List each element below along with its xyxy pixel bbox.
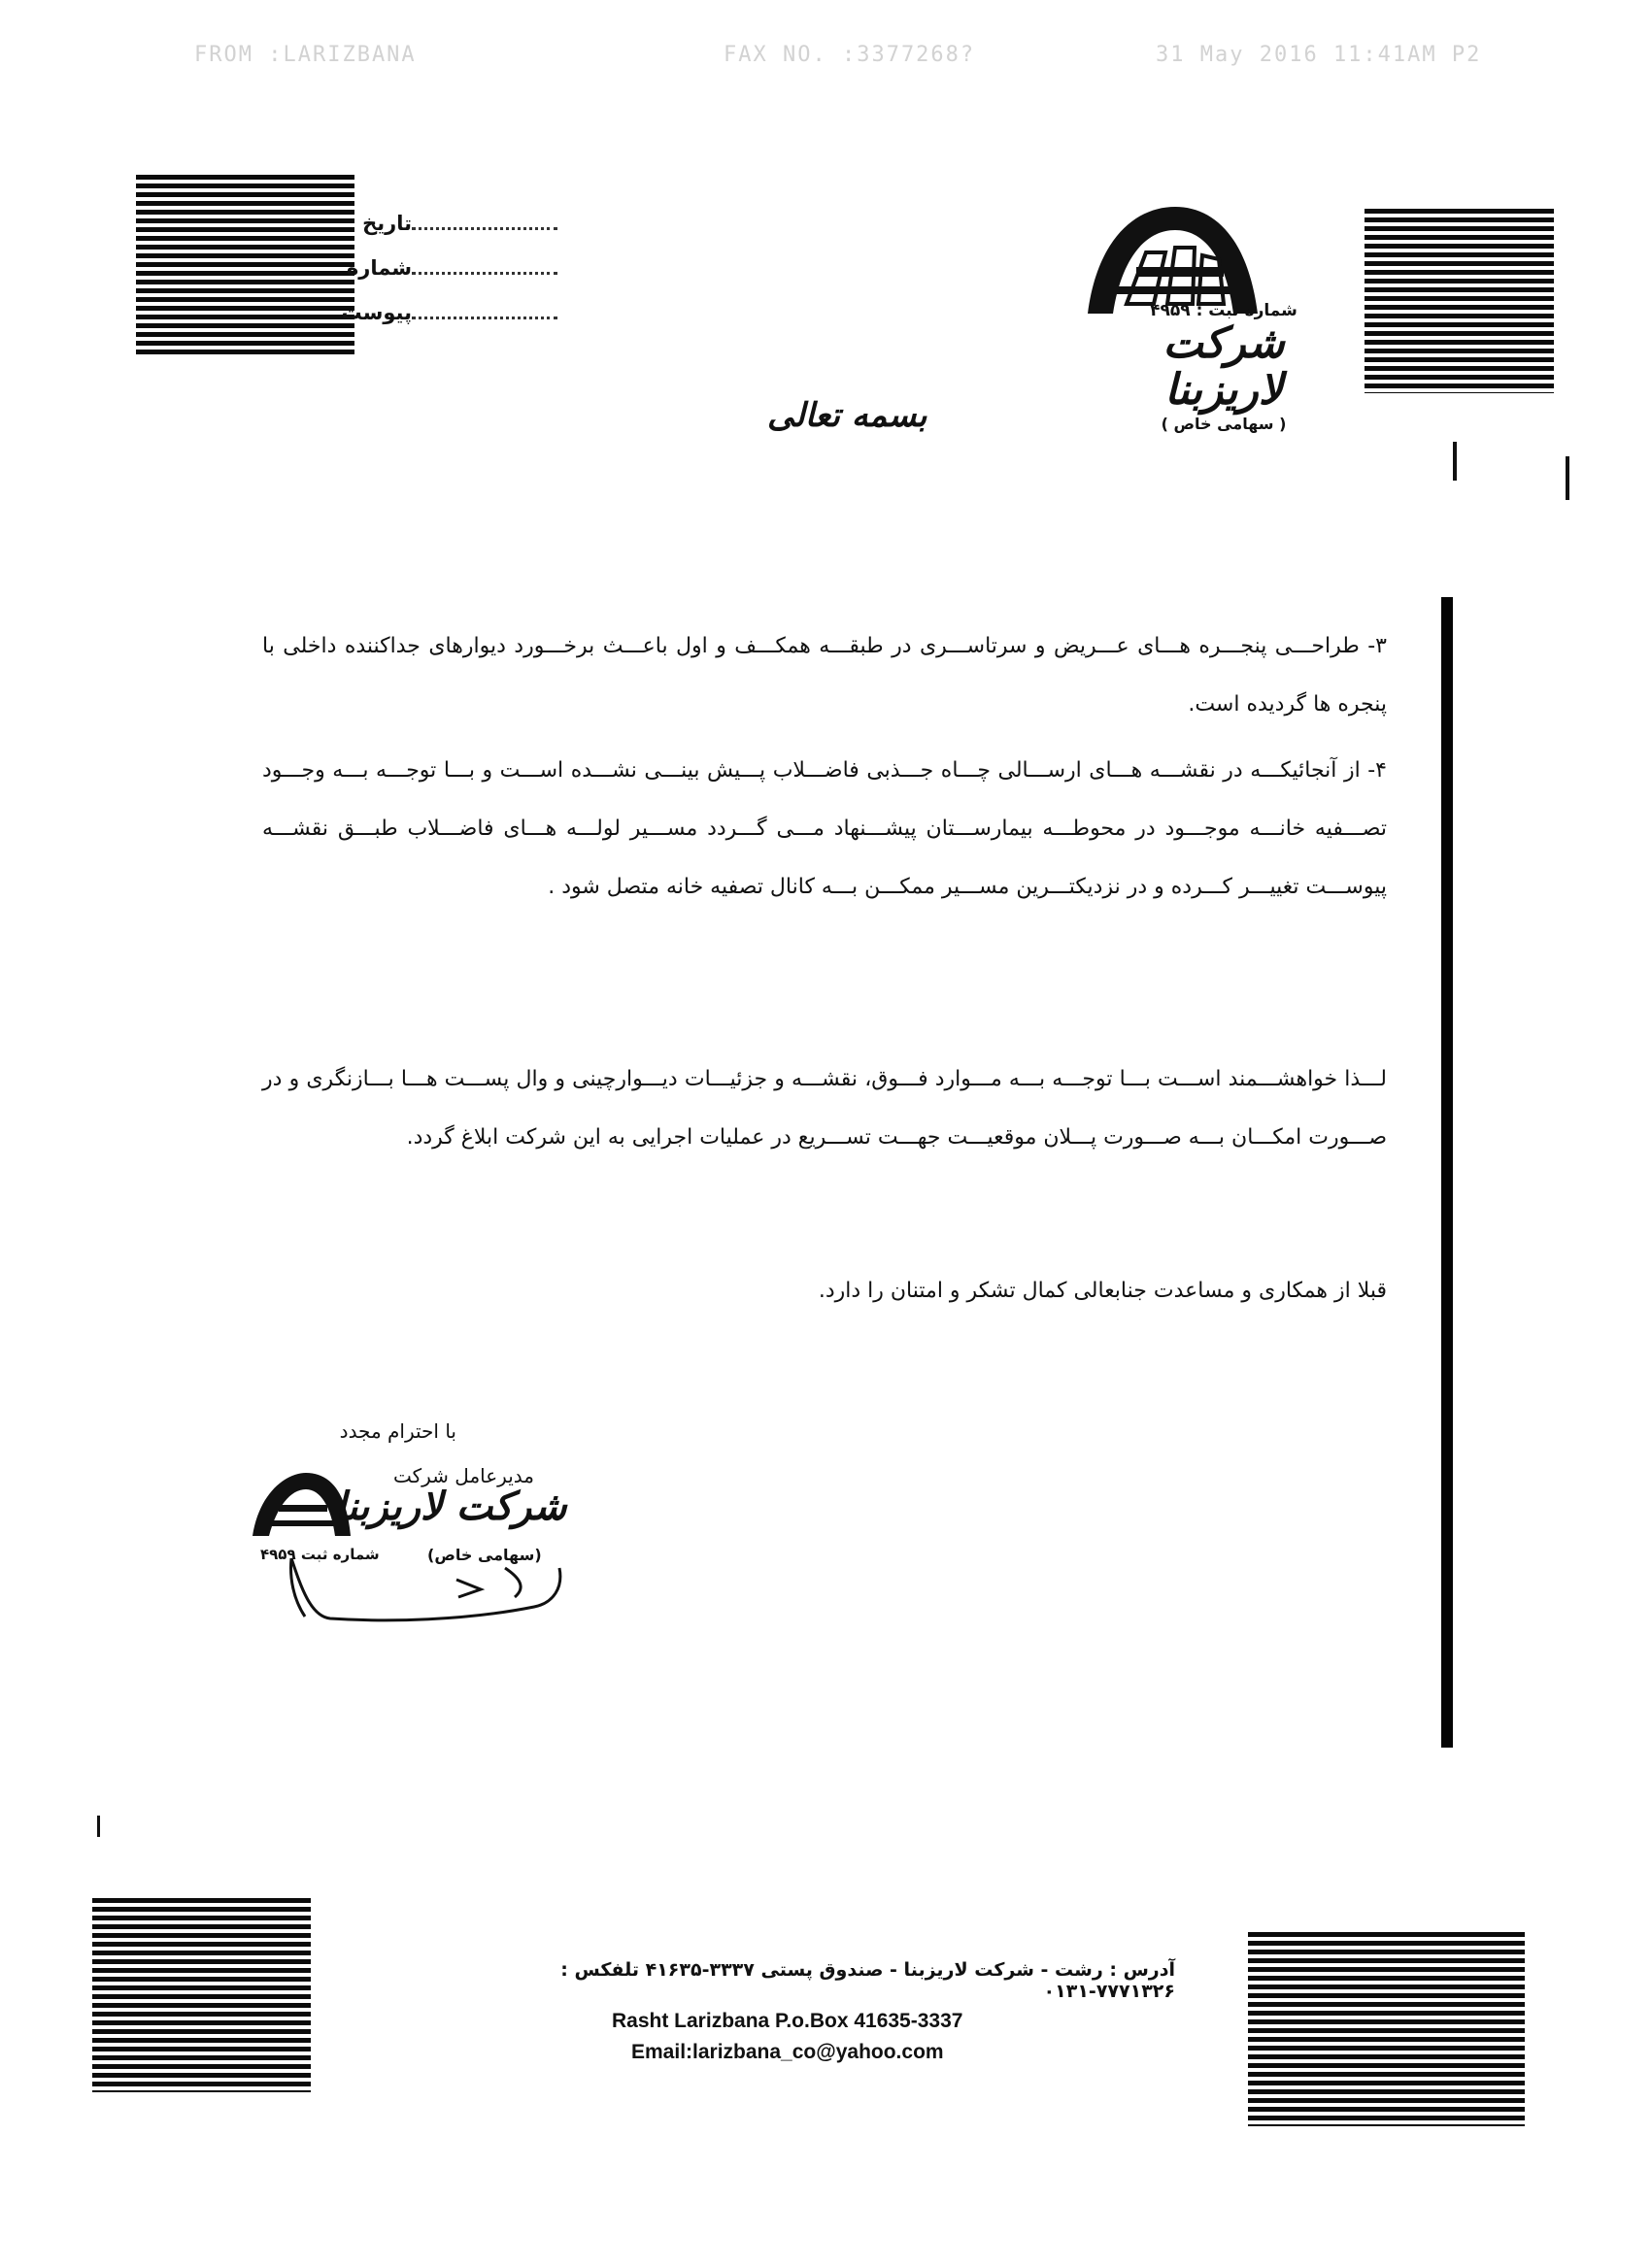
body-paragraph: ۳- طراحـــی پنجـــره هـــای عـــریض و سرتاســـری در طبقـــه همکـــف و اول باعـــث برخـــورد دیوارهای جداکننده داخلی با پنجره ها گردیده است. — [262, 634, 1387, 717]
number-label: شماره — [346, 256, 412, 280]
letterhead — [1097, 301, 1350, 433]
date-label: تاريخ — [362, 212, 412, 235]
fax-datetime: 31 May 2016 11:41AM P2 — [1156, 43, 1482, 67]
attachment-field — [341, 301, 563, 324]
date-field — [362, 212, 563, 235]
letter-body — [262, 617, 1387, 917]
stamp-company-name: شرکت لاریزبنا — [335, 1484, 567, 1529]
attachment-dots — [412, 303, 557, 319]
fax-number: FAX NO. :3377268? — [724, 43, 976, 67]
footer-address-fa: آدرس : رشت - شرکت لاریزبنا - صندوق پستی ۳۳۳۷-۴۱۶۳۵ تلفکس : ۷۷۷۱۳۲۶-۰۱۳۱ — [560, 1959, 1175, 2002]
body-paragraph: قبلا از همکاری و مساعدت جنابعالی کمال تشکر و امتنان را دارد. — [818, 1279, 1387, 1303]
letter-request — [262, 1051, 1387, 1167]
company-name: شرکت لاریزبنا — [1162, 318, 1285, 416]
salutation: بسمه تعالی — [767, 396, 927, 435]
signer-title: مدیرعامل شرکت — [392, 1464, 534, 1487]
body-paragraph: لـــذا خواهشـــمند اســـت بـــا توجـــه بـــه مـــوارد فـــوق، نقشـــه و جزئیـــات دیـــوارچینی و وال پســـت هـــا بـــازنگری و در صـــورت امکـــان بـــه صـــورت پـــلان موقعیـــت جهـــت تســـریع در عملیات اجرایی به این شرکت ابلاغ گردد. — [262, 1067, 1387, 1150]
scan-tick — [1566, 456, 1569, 500]
fax-from: FROM :LARIZBANA — [194, 43, 417, 67]
corner-mark-top-right — [1365, 209, 1554, 393]
number-field — [347, 256, 563, 280]
registration-number: شماره ثبت : ۴۹۵۹ — [1150, 301, 1297, 320]
stamp-registration: شماره ثبت ۴۹۵۹ — [260, 1546, 380, 1563]
number-dots — [412, 258, 557, 275]
scan-tick — [97, 1816, 100, 1837]
footer-address-en: Rasht Larizbana P.o.Box 41635-3337 — [612, 2010, 963, 2032]
stamp-company-type: (سهامی خاص) — [427, 1546, 542, 1564]
corner-mark-bottom-left — [92, 1898, 311, 2092]
scan-edge-bar — [1441, 597, 1453, 1748]
scan-tick — [1453, 442, 1457, 481]
corner-mark-top-left — [136, 175, 354, 354]
closing-text: با احترام مجدد — [339, 1419, 456, 1443]
body-paragraph: ۴- از آنجائیکـــه در نقشـــه هـــای ارســـالی چـــاه جـــذبی فاضـــلاب پـــیش بینـــی نشـــده اســـت و بـــا توجـــه بـــه وجـــود تصـــفیه خانـــه موجـــود در محوطـــه بیمارســـتان پیشـــنهاد مـــی گـــردد مســـیر لولـــه هـــای فاضـــلاب طبـــق نقشـــه پیوســـت تغییـــر کـــرده و در نزدیکتـــرین مســـیر ممکـــن بـــه کانال تصفیه خانه متصل شود . — [262, 758, 1387, 899]
footer-email: Email:larizbana_co@yahoo.com — [631, 2041, 944, 2063]
attachment-label: پيوست — [341, 301, 412, 324]
corner-mark-bottom-right — [1248, 1932, 1525, 2126]
date-dots — [412, 214, 557, 230]
letter-thanks — [262, 1272, 1387, 1311]
company-type: ( سهامی خاص ) — [1161, 414, 1287, 433]
handwritten-signature — [272, 1529, 573, 1636]
